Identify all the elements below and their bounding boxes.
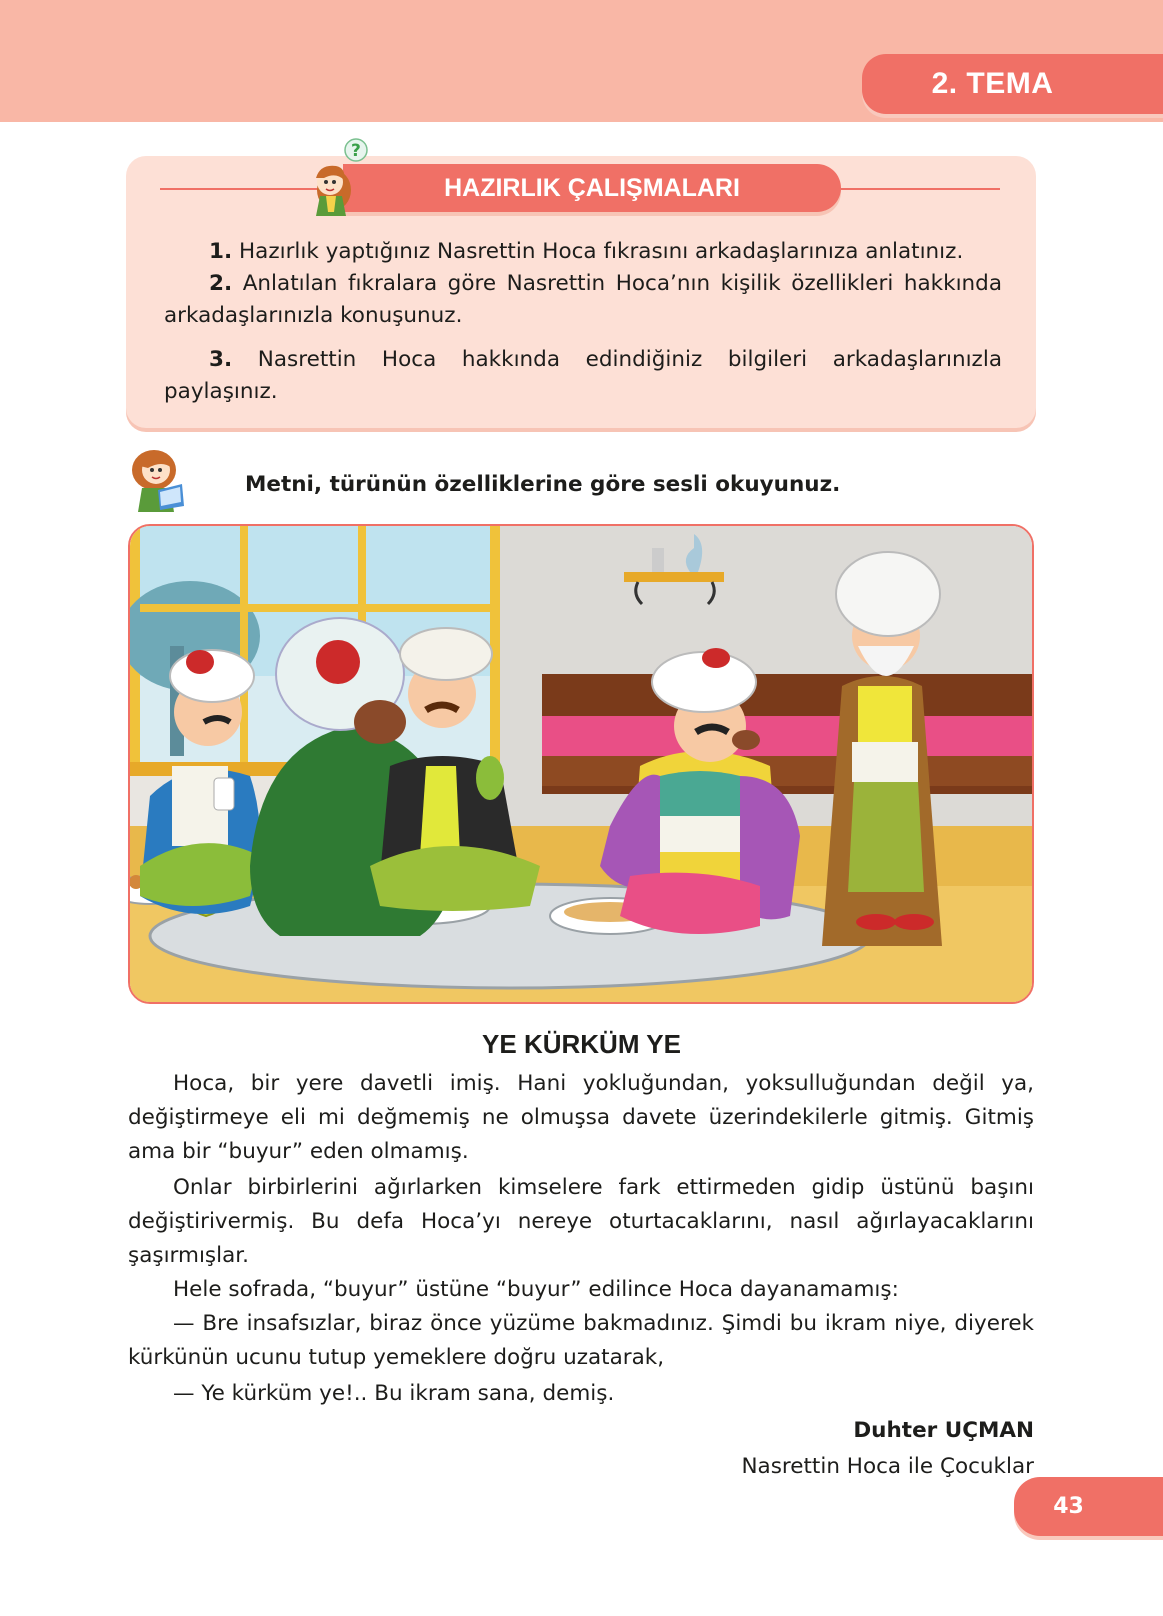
source-title: Nasrettin Hoca ile Çocuklar xyxy=(741,1454,1034,1479)
theme-tab xyxy=(862,54,1163,114)
divider-right xyxy=(836,188,1000,190)
page-number: 43 xyxy=(1053,1494,1084,1519)
svg-text:?: ? xyxy=(351,141,361,161)
prep-item-3 xyxy=(164,344,1002,408)
prep-item-text: Nasrettin Hoca hakkında edindiğiniz bilgileri arkadaşlarınızla paylaşınız. xyxy=(164,347,1002,404)
story-illustration xyxy=(128,524,1034,1004)
page-number-tab xyxy=(1014,1477,1163,1536)
story-title: YE KÜRKÜM YE xyxy=(482,1029,681,1059)
illustration-scene xyxy=(130,526,1032,1002)
story-paragraph-3: Hele sofrada, “buyur” üstüne “buyur” edilince Hoca dayanamamış: xyxy=(173,1277,899,1302)
story-paragraph-5: — Ye kürküm ye!.. Bu ikram sana, demiş. xyxy=(173,1381,615,1406)
prep-item-number: 1. xyxy=(209,239,233,264)
story-paragraph-1: Hoca, bir yere davetli imiş. Hani yokluğundan, yoksulluğundan değil ya, değiştirmeye eli mi değmemiş ne olmuşsa davete üzerindekilerle gitmiş. Gitmiş ama bir “buyur” eden olmamış. xyxy=(128,1071,1034,1164)
prep-item-text: Hazırlık yaptığınız Nasrettin Hoca fıkrasını arkadaşlarınıza anlatınız. xyxy=(238,239,964,264)
story-paragraph-2: Onlar birbirlerini ağırlarken kimselere fark ettirmeden gidip üstünü başını değiştirivermiş. Bu defa Hoca’yı nereye oturtacaklarını, nasıl ağırlayacaklarını şaşırmışlar. xyxy=(128,1175,1034,1268)
author-name: Duhter UÇMAN xyxy=(853,1418,1034,1443)
girl-thinking-icon xyxy=(290,138,380,218)
preparation-title: HAZIRLIK ÇALIŞMALARI xyxy=(444,174,740,202)
prep-item-number: 2. xyxy=(209,271,233,296)
prep-item-number: 3. xyxy=(209,347,233,372)
theme-label: 2. TEMA xyxy=(931,67,1054,100)
prep-item-2 xyxy=(164,268,1002,332)
preparation-title-pill xyxy=(343,164,841,212)
prep-item-text: Anlatılan fıkralara göre Nasrettin Hoca’nın kişilik özellikleri hakkında arkadaşlarınızla konuşunuz. xyxy=(164,271,1002,328)
prep-item-1 xyxy=(164,236,1002,268)
story-paragraph-4: — Bre insafsızlar, biraz önce yüzüme bakmadınız. Şimdi bu ikram niye, diyerek kürkünün ucunu tutup yemeklere doğru uzatarak, xyxy=(128,1311,1034,1370)
reading-instruction: Metni, türünün özelliklerine göre sesli okuyunuz. xyxy=(245,472,841,497)
girl-reading-icon xyxy=(118,436,198,514)
